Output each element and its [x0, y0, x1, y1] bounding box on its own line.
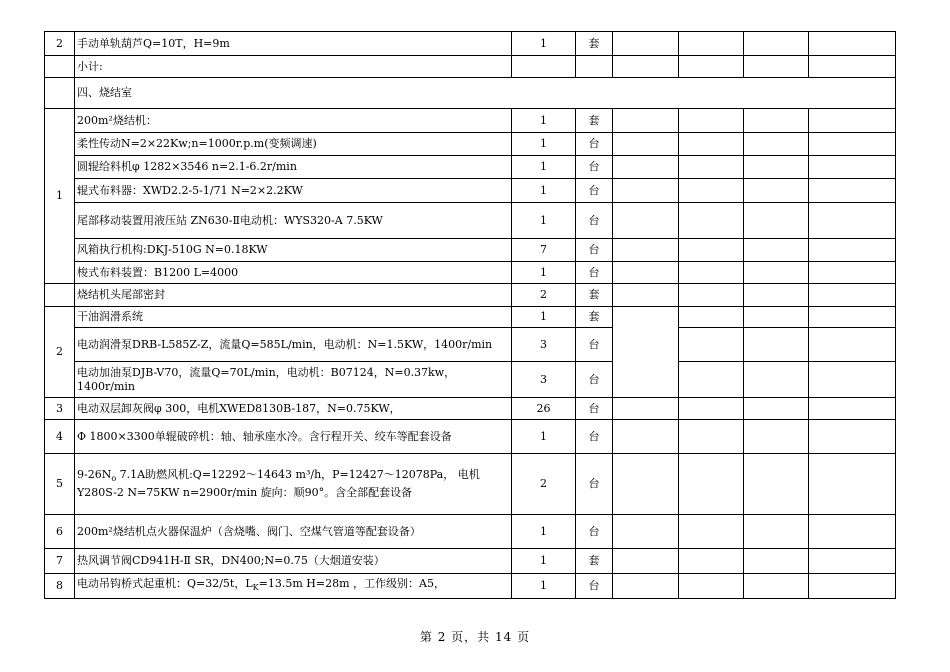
empty-cell	[679, 156, 744, 179]
empty-cell	[809, 239, 896, 262]
row-number: 4	[45, 420, 75, 454]
empty-cell	[679, 328, 744, 362]
item-unit: 台	[576, 203, 613, 239]
empty-cell	[809, 133, 896, 156]
item-unit: 套	[576, 307, 613, 328]
table-row	[45, 284, 896, 307]
empty-cell	[679, 515, 744, 549]
item-name-subscript: K	[252, 583, 259, 593]
item-name-part: 9-26N	[77, 467, 112, 481]
empty-cell	[809, 179, 896, 203]
table-row	[45, 420, 896, 454]
empty-cell	[809, 454, 896, 515]
empty-cell	[679, 239, 744, 262]
item-name: 辊式布料器：XWD2.2-5-1/71 N=2×2.2KW	[75, 179, 512, 203]
row-number: 3	[45, 398, 75, 420]
empty-cell	[613, 109, 679, 133]
item-name: Φ 1800×3300单辊破碎机：轴、轴承座水冷。含行程开关、绞车等配套设备	[75, 420, 512, 454]
empty-cell	[809, 398, 896, 420]
item-quantity: 2	[512, 284, 576, 307]
empty-cell	[679, 549, 744, 574]
empty-cell	[809, 574, 896, 599]
table-row	[45, 307, 896, 328]
table-row	[45, 362, 896, 398]
item-unit: 台	[576, 398, 613, 420]
empty-cell	[679, 32, 744, 56]
page-footer: 第 2 页，共 14 页	[419, 630, 531, 644]
item-quantity: 7	[512, 239, 576, 262]
empty-cell	[679, 420, 744, 454]
table-row	[45, 32, 896, 56]
empty-cell	[744, 454, 809, 515]
item-quantity: 1	[512, 574, 576, 599]
item-name: 圆辊给料机φ 1282×3546 n=2.1-6.2r/min	[75, 156, 512, 179]
empty-cell	[744, 362, 809, 398]
item-quantity: 1	[512, 515, 576, 549]
empty-cell	[744, 262, 809, 284]
row-number: 8	[45, 574, 75, 599]
empty-cell	[744, 203, 809, 239]
item-name: 200m²烧结机：	[75, 109, 512, 133]
empty-cell	[809, 328, 896, 362]
item-quantity: 3	[512, 328, 576, 362]
item-name: 尾部移动装置用液压站 ZN630-Ⅱ电动机：WYS320-A 7.5KW	[75, 203, 512, 239]
empty-cell	[613, 179, 679, 203]
empty-cell	[613, 239, 679, 262]
item-unit: 套	[576, 549, 613, 574]
table-row	[45, 515, 896, 549]
empty-cell	[679, 203, 744, 239]
empty-cell	[744, 133, 809, 156]
empty-cell	[613, 307, 679, 398]
item-unit: 台	[576, 133, 613, 156]
item-name	[75, 574, 512, 599]
item-name: 柔性传动N=2×22Kw;n=1000r.p.m(变频调速)	[75, 133, 512, 156]
empty-cell	[744, 284, 809, 307]
table-row	[45, 328, 896, 362]
empty-cell	[809, 32, 896, 56]
empty-cell	[744, 515, 809, 549]
item-unit: 台	[576, 156, 613, 179]
empty-cell	[613, 156, 679, 179]
item-quantity: 26	[512, 398, 576, 420]
empty-cell	[809, 284, 896, 307]
empty-cell	[744, 239, 809, 262]
empty-cell	[744, 574, 809, 599]
item-name	[75, 454, 512, 515]
item-name: 手动单轨葫芦Q=10T，H=9m	[75, 32, 512, 56]
item-quantity: 1	[512, 262, 576, 284]
item-name: 电动润滑泵DRB-L585Z-Z，流量Q=585L/min，电动机：N=1.5KW，1400r/min	[75, 328, 512, 362]
item-unit: 台	[576, 454, 613, 515]
table-row	[45, 56, 896, 78]
item-quantity: 2	[512, 454, 576, 515]
item-name: 烧结机头尾部密封	[75, 284, 512, 307]
empty-cell	[613, 284, 679, 307]
item-unit: 台	[576, 328, 613, 362]
item-name: 风箱执行机构:DKJ-510G N=0.18KW	[75, 239, 512, 262]
item-name-part: =13.5m H=28m ，工作级别：A5，	[258, 576, 445, 590]
table-row	[45, 133, 896, 156]
table-row	[45, 78, 896, 109]
empty-cell	[512, 56, 576, 78]
empty-cell	[744, 307, 809, 328]
empty-cell	[679, 179, 744, 203]
empty-cell	[744, 32, 809, 56]
empty-cell	[613, 454, 679, 515]
row-number: 2	[45, 32, 75, 56]
empty-cell	[679, 362, 744, 398]
item-unit: 台	[576, 420, 613, 454]
item-name-part: 7.1A助燃风机:Q=12292～14643 m³/h，P=12427～12078Pa， 电机Y280S-2 N=75KW n=2900r/min 旋向：顺90°。含全部配套设备	[77, 467, 480, 500]
empty-cell	[809, 420, 896, 454]
section-heading: 四、烧结室	[75, 78, 896, 109]
empty-cell	[744, 56, 809, 78]
item-name-part: 电动吊钩桥式起重机：Q=32/5t，L	[77, 576, 253, 590]
empty-cell	[613, 262, 679, 284]
equipment-table	[44, 31, 896, 599]
empty-cell	[679, 109, 744, 133]
empty-cell	[744, 398, 809, 420]
empty-cell	[679, 454, 744, 515]
empty-cell	[613, 420, 679, 454]
table-row	[45, 262, 896, 284]
empty-cell	[613, 515, 679, 549]
item-name: 200m²烧结机点火器保温炉（含烧嘴、阀门、空煤气管道等配套设备）	[75, 515, 512, 549]
empty-cell	[679, 133, 744, 156]
empty-cell	[45, 78, 75, 109]
empty-cell	[809, 515, 896, 549]
item-unit: 套	[576, 32, 613, 56]
empty-cell	[809, 262, 896, 284]
table-row	[45, 398, 896, 420]
empty-cell	[613, 398, 679, 420]
item-unit: 套	[576, 284, 613, 307]
table-row	[45, 549, 896, 574]
empty-cell	[809, 362, 896, 398]
empty-cell	[45, 56, 75, 78]
table-row	[45, 156, 896, 179]
item-name-subscript: o	[111, 474, 117, 484]
item-quantity: 1	[512, 549, 576, 574]
empty-cell	[809, 307, 896, 328]
item-quantity: 1	[512, 307, 576, 328]
item-unit: 台	[576, 515, 613, 549]
row-number: 7	[45, 549, 75, 574]
item-name: 电动双层卸灰阀φ 300，电机XWED8130B-187，N=0.75KW，	[75, 398, 512, 420]
table-row	[45, 203, 896, 239]
empty-cell	[613, 549, 679, 574]
item-quantity: 1	[512, 109, 576, 133]
empty-cell	[744, 179, 809, 203]
item-quantity: 1	[512, 203, 576, 239]
item-name: 电动加油泵DJB-V70，流量Q=70L/min，电动机：B07124，N=0.37kw，1400r/min	[75, 362, 512, 398]
empty-cell	[744, 109, 809, 133]
empty-cell	[744, 156, 809, 179]
empty-cell	[45, 284, 75, 307]
empty-cell	[613, 203, 679, 239]
item-name: 干油润滑系统	[75, 307, 512, 328]
table-row	[45, 109, 896, 133]
subtotal-label: 小计:	[75, 56, 512, 78]
empty-cell	[744, 549, 809, 574]
item-quantity: 1	[512, 156, 576, 179]
row-number: 2	[45, 307, 75, 398]
empty-cell	[744, 420, 809, 454]
empty-cell	[809, 56, 896, 78]
table-row	[45, 239, 896, 262]
empty-cell	[679, 262, 744, 284]
empty-cell	[679, 398, 744, 420]
item-name: 热风调节阀CD941H-Ⅱ SR，DN400;N=0.75（大烟道安装）	[75, 549, 512, 574]
empty-cell	[744, 328, 809, 362]
item-unit: 台	[576, 574, 613, 599]
item-quantity: 1	[512, 420, 576, 454]
empty-cell	[613, 56, 679, 78]
item-unit: 套	[576, 109, 613, 133]
row-number: 5	[45, 454, 75, 515]
empty-cell	[809, 109, 896, 133]
item-quantity: 1	[512, 179, 576, 203]
table-row	[45, 574, 896, 599]
item-unit: 台	[576, 179, 613, 203]
empty-cell	[679, 574, 744, 599]
item-quantity: 1	[512, 133, 576, 156]
row-number: 1	[45, 109, 75, 284]
empty-cell	[679, 307, 744, 328]
row-number: 6	[45, 515, 75, 549]
item-unit: 台	[576, 362, 613, 398]
item-quantity: 3	[512, 362, 576, 398]
item-unit: 台	[576, 262, 613, 284]
item-quantity: 1	[512, 32, 576, 56]
empty-cell	[576, 56, 613, 78]
empty-cell	[679, 284, 744, 307]
table-row	[45, 179, 896, 203]
empty-cell	[613, 32, 679, 56]
empty-cell	[679, 56, 744, 78]
empty-cell	[809, 156, 896, 179]
item-name: 梭式布料装置：B1200 L=4000	[75, 262, 512, 284]
item-unit: 台	[576, 239, 613, 262]
empty-cell	[809, 549, 896, 574]
empty-cell	[613, 574, 679, 599]
empty-cell	[809, 203, 896, 239]
empty-cell	[613, 133, 679, 156]
table-row	[45, 454, 896, 515]
